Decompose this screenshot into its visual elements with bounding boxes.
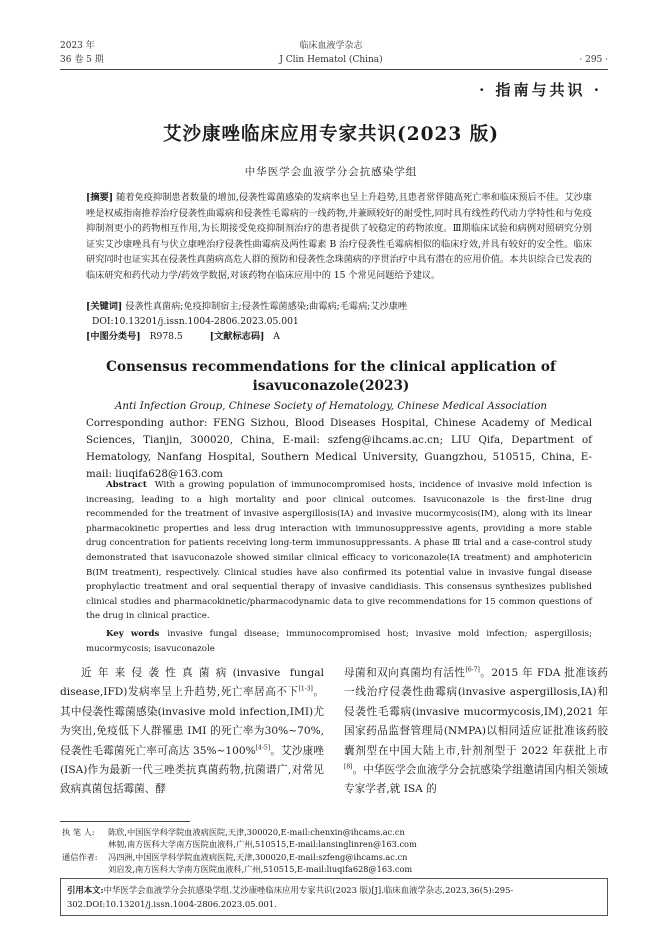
citation-label: 引用本文: (67, 885, 104, 895)
footnote-rule (60, 821, 190, 822)
body-left-p3: 。艾沙康唑(ISA)作为最新一代三唑类抗真菌药物,抗菌谱广,对常见致病真菌包括霉菌、酵 (60, 744, 324, 796)
abstract-cn-label: [摘要] (86, 192, 114, 203)
writers-label: 执 笔 人: (62, 827, 95, 837)
body-left-column (60, 664, 324, 800)
abstract-en-text: With a growing population of immunocompromised hosts, incidence of invasive mold infection is increasing, leading to a high mortality and poor clinical outcomes. Isavuconazole is the first-line drug recommended for the treatment of invasive aspergillosis(IA) and invasive mucormycosis(IM), along with its linear pharmacokinetic properties and less drug interaction with immunosuppressive agents, providing a more stable drug concentration for patients receiving long-term immunosuppressants. A phase Ⅲ trial and a case-control study demonstrated that isavuconazole showed similar clinical efficacy to voriconazole(IA treatment) and amphotericin B(IM treatment), respectively. Clinical studies have also confirmed its potential value in invasive fungal disease prophylactic treatment and oral sequential therapy of invasive candidiasis. This consensus synthesizes published clinical studies and pharmacokinetic/pharmacodynamic data to give recommendations for 15 common questions of the drug in clinical practice. (86, 480, 592, 622)
title-en-line2: isavuconazole(2023) (252, 378, 410, 394)
body-right-p3: 。中华医学会血液学分会抗感染学组邀请国内相关领域专家学者,就 ISA 的 (344, 764, 608, 796)
body-right-ref2: [8] (344, 763, 353, 771)
clc-label: [中图分类号] (86, 331, 141, 342)
body-right-column (344, 664, 608, 800)
corr-1: 冯四洲,中国医学科学院血液病医院,天津,300020,E-mail:szfeng@ihcams.ac.cn (108, 851, 408, 862)
keywords-en-label: Key words (106, 629, 160, 639)
clc-value: R978.5 (149, 331, 183, 342)
header-journal-en: J Clin Hematol (China) (279, 55, 383, 65)
abstract-cn (86, 190, 592, 284)
body-left-p1: 近年来侵袭性真菌病(invasive fungal disease,IFD)发病率呈上升趋势,死亡率居高不下 (60, 667, 324, 699)
body-right-p2: 。2015 年 FDA 批准该药一线治疗侵袭性曲霉病(invasive aspergillosis,IA)和侵袭性毛霉病(invasive mucormycosis,IM),2021 年国家药品监督管理局(NMPA)以相同适应证批准该药胶囊剂型在中国大陆上市,针剂剂型于 2022 年获批上市 (344, 667, 608, 757)
corr-label: 通信作者: (62, 851, 98, 862)
doi-cn: DOI:10.13201/j.issn.1004-2806.2023.05.001 (92, 316, 299, 327)
header-year: 2023 年 (60, 41, 95, 51)
author-cn: 中华医学会血液学分会抗感染学组 (244, 166, 418, 178)
header-rule (60, 69, 608, 70)
citation-box (60, 878, 608, 916)
keywords-en (86, 627, 592, 656)
header-volume-issue: 36 卷 5 期 (60, 55, 104, 65)
body-right-p1: 母菌和双向真菌均有活性 (344, 667, 466, 679)
keywords-cn-text: 侵袭性真菌病;免疫抑制宿主;侵袭性霉菌感染;曲霉病;毛霉病;艾沙康唑 (125, 301, 408, 312)
header-page-number: · 295 · (579, 55, 608, 65)
author-en: Anti Infection Group, Chinese Society of Hematology, Chinese Medical Association (114, 400, 548, 412)
writer-2: 林韧,南方医科大学南方医院血液科,广州,510515,E-mail:lansinglinren@163.com (108, 839, 417, 850)
classification-line (86, 329, 280, 345)
corresponding-author: Corresponding author: FENG Sizhou, Blood Diseases Hospital, Chinese Academy of Medical Sciences, Tianjin, 300020, China, E-mail: szfeng@ihcams.ac.cn; LIU Qifa, Department of Hematology, Nanfang Hospital, Southern Medical University, Guangzhou, 510515, China, E-mail: liuqifa628@163.com (86, 417, 592, 480)
footnote (62, 826, 608, 876)
body-left-ref2: [4-5] (255, 744, 271, 752)
keywords-cn (86, 299, 592, 315)
title-en-line1: Consensus recommendations for the clinical application of (106, 359, 556, 375)
keywords-en-text: invasive fungal disease; immunocompromised host; invasive mold infection; aspergillosis; mucormycosis; isavuconazole (86, 629, 592, 654)
body-left-ref1: [1-3] (298, 685, 313, 693)
abstract-en (86, 478, 592, 624)
body-left-p2: 。其中侵袭性霉菌感染(invasive mold infection,IMI)尤为突出,免疫低下人群罹患 IMI 的死亡率为30%~70%,侵袭性毛霉菌死亡率可高达 35%~100% (60, 686, 325, 757)
abstract-en-label: Abstract (106, 480, 147, 490)
header-journal-cn: 临床血液学杂志 (299, 41, 363, 51)
doc-code-label: [文献标志码] (209, 331, 265, 342)
title-cn: 艾沙康唑临床应用专家共识(2023 版) (163, 124, 499, 145)
section-tag: · 指南与共识 · (479, 81, 602, 99)
abstract-cn-text: 随着免疫抑制患者数量的增加,侵袭性霉菌感染的发病率也呈上升趋势,且患者常伴随高死亡率和临床预后不佳。艾沙康唑是权威指南推荐治疗侵袭性曲霉病和侵袭性毛霉病的一线药物,并兼顾较好的耐受性,同时具有线性药代动力学特性和与免疫抑制剂更小的药物相互作用,为长期接受免疫抑制剂治疗的患者提供了较稳定的药物浓度。Ⅲ期临床试验和病例对照研究分别证实艾沙康唑具有与伏立康唑治疗侵袭性曲霉病及两性霉素 B 治疗侵袭性毛霉病相似的临床疗效,并具有较好的安全性。临床研究同时也证实其在侵袭性真菌病高危人群的预防和侵袭性念珠菌病的序贯治疗中具有潜在的应用价值。本共识综合已发表的临床研究和药代动力学/药效学数据,对该药物在临床应用中的 15 个常见问题给予建议。 (86, 192, 592, 281)
doc-code-value: A (273, 331, 280, 342)
body-right-ref1: [6-7] (465, 666, 480, 674)
corr-2: 刘启发,南方医科大学南方医院血液科,广州,510515,E-mail:liuqifa628@163.com (108, 864, 413, 875)
citation-text: 中华医学会血液学分会抗感染学组.艾沙康唑临床应用专家共识(2023 版)[J].临床血液学杂志,2023,36(5):295-302.DOI:10.13201/j.issn.1004-2806.2023.05.001. (67, 885, 514, 909)
writer-1: 陈欣,中国医学科学院血液病医院,天津,300020,E-mail:chenxin@ihcams.ac.cn (108, 827, 405, 837)
keywords-cn-label: [关键词] (86, 301, 123, 312)
